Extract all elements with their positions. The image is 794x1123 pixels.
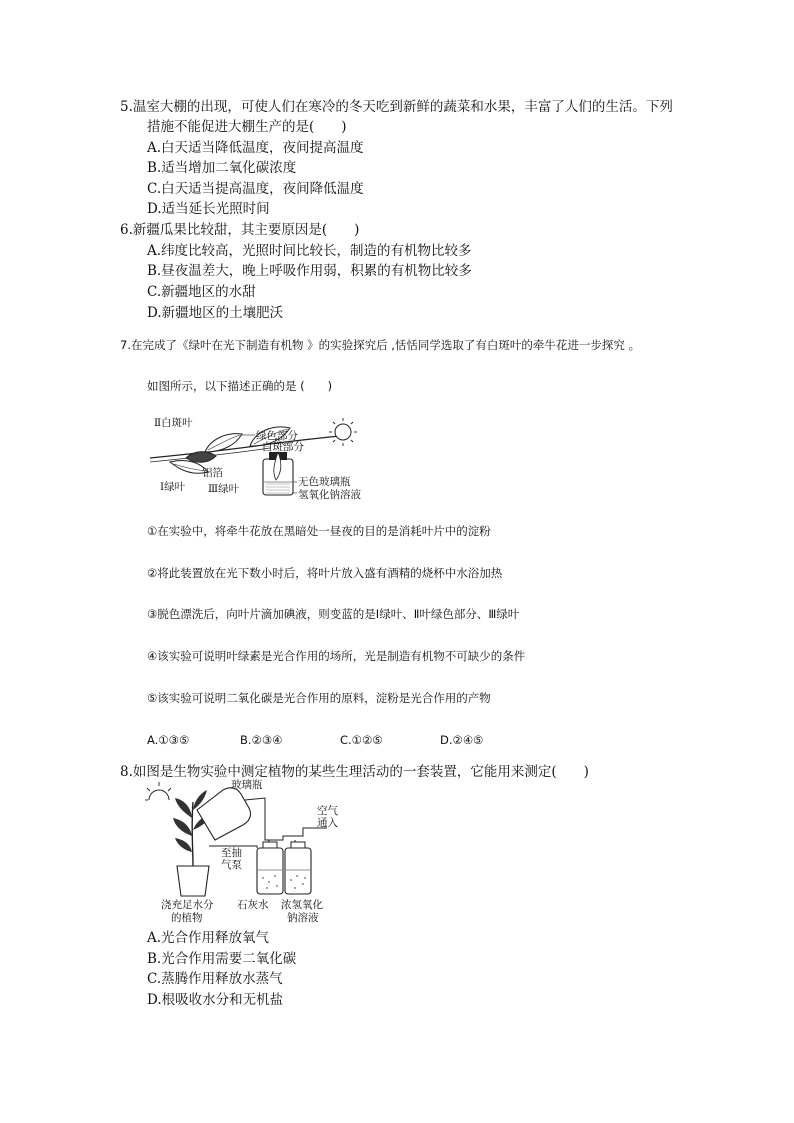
q8-stem: 8.如图是生物实验中测定植物的某些生理活动的一套装置，它能用来测定( )	[120, 764, 589, 780]
q8-option-b: B.光合作用需要二氧化碳	[147, 951, 297, 967]
label-bottle: 无色玻璃瓶	[298, 476, 351, 488]
q5-option-c: C.白天适当提高温度，夜间降低温度	[147, 181, 364, 197]
label-green-leaf-1: Ⅰ绿叶	[160, 481, 186, 493]
q7-statement-3: ③脱色漂洗后，向叶片滴加碘液，则变蓝的是Ⅰ绿叶、Ⅱ叶绿色部分、Ⅲ绿叶	[147, 607, 520, 621]
q5-option-b: B.适当增加二氧化碳浓度	[147, 160, 297, 176]
q6-option-a: A.纬度比较高，光照时间比较长，制造的有机物比较多	[147, 243, 472, 259]
label-green-part: 绿色部分	[256, 430, 298, 442]
q5-option-d: D.适当延长光照时间	[147, 201, 270, 217]
q7-option-a: A.①③⑤	[147, 733, 190, 747]
q8-apparatus-figure	[145, 778, 365, 928]
q7-statement-1: ①在实验中，将牵牛花放在黑暗处一昼夜的目的是消耗叶片中的淀粉	[147, 524, 491, 538]
q7-leaf-experiment-figure	[150, 410, 370, 502]
label-air-2: 通入	[317, 817, 338, 829]
label-plant-1: 浇充足水分	[161, 899, 214, 911]
label-limewater: 石灰水	[237, 899, 269, 911]
q7-statement-4: ④该实验可说明叶绿素是光合作用的场所，光是制造有机物不可缺少的条件	[147, 649, 526, 663]
label-naoh-2: 钠溶液	[287, 912, 319, 924]
q8-option-a: A.光合作用释放氧气	[147, 930, 270, 946]
label-plant-2: 的植物	[171, 912, 203, 924]
q6-option-b: B.昼夜温差大，晚上呼吸作用弱，积累的有机物比较多	[147, 263, 472, 279]
label-pump-1: 至抽	[221, 847, 242, 859]
q7-statement-5: ⑤该实验可说明二氧化碳是光合作用的原料，淀粉是光合作用的产物	[147, 691, 491, 705]
q5-stem: 5.温室大棚的出现，可使人们在寒冷的冬天吃到新鲜的蔬菜和水果，丰富了人们的生活。下列	[120, 99, 673, 115]
q7-option-c: C.①②⑤	[340, 733, 383, 747]
label-air-1: 空气	[317, 805, 338, 817]
q6-stem: 6.新疆瓜果比较甜，其主要原因是( )	[120, 222, 360, 238]
label-white-leaf: Ⅱ白斑叶	[154, 417, 193, 429]
q8-option-c: C.蒸腾作用释放水蒸气	[147, 971, 283, 987]
label-naoh-1: 浓氢氧化	[281, 899, 323, 911]
q7-statement-2: ②将此装置放在光下数小时后，将叶片放入盛有酒精的烧杯中水浴加热	[147, 566, 503, 580]
label-white-part: 白斑部分	[262, 441, 304, 453]
q6-option-c: C.新疆地区的水甜	[147, 284, 256, 300]
label-pump-2: 气泵	[221, 859, 242, 871]
q6-option-d: D.新疆地区的土壤肥沃	[147, 305, 284, 321]
label-glass-bottle: 玻璃瓶	[231, 779, 263, 791]
label-naoh: 氢氧化钠溶液	[298, 489, 361, 501]
label-green-leaf-3: Ⅲ绿叶	[208, 483, 240, 495]
q7-option-d: D.②④⑤	[440, 733, 484, 747]
q7-option-b: B.②③④	[240, 733, 283, 747]
q5-option-a: A.白天适当降低温度，夜间提高温度	[147, 140, 364, 156]
q7-stem: 7.在完成了《绿叶在光下制造有机物 》的实验探究后 ,恬恬同学选取了有白斑叶的牵牛花进一步探究 。	[120, 338, 641, 352]
q8-option-d: D.根吸收水分和无机盐	[147, 992, 284, 1008]
q7-stem-cont: 如图所示，以下描述正确的是 ( )	[147, 379, 333, 393]
q5-stem-cont: 措施不能促进大棚生产的是( )	[147, 119, 347, 135]
label-foil: 铝箔	[202, 467, 223, 479]
